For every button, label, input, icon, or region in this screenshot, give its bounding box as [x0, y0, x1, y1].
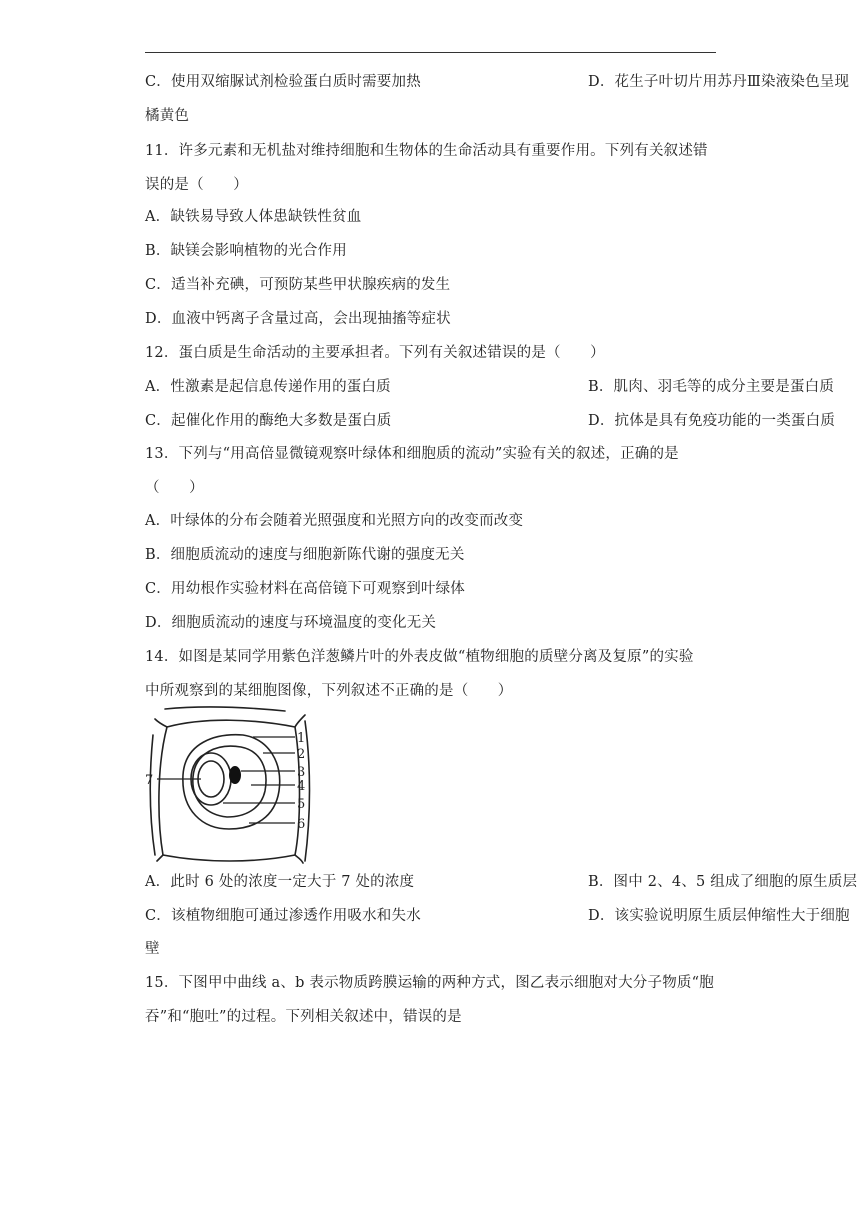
figure-label-4: 4	[297, 779, 306, 794]
q13-option-b: B．细胞质流动的速度与细胞新陈代谢的强度无关	[145, 547, 465, 563]
option-c: C．使用双缩脲试剂检验蛋白质时需要加热	[145, 74, 421, 90]
figure-label-7: 7	[145, 773, 154, 788]
question-11-stem: 11．许多元素和无机盐对维持细胞和生物体的生命活动具有重要作用。下列有关叙述错	[145, 143, 708, 159]
q14-option-d: D．该实验说明原生质层伸缩性大于细胞	[588, 908, 850, 924]
question-13-stem-cont: （ ）	[145, 480, 204, 496]
header-rule	[145, 52, 716, 53]
plant-cell-figure	[145, 705, 325, 865]
q13-option-c: C．用幼根作实验材料在高倍镜下可观察到叶绿体	[145, 581, 465, 597]
question-14-stem-cont: 中所观察到的某细胞图像，下列叙述不正确的是（ ）	[145, 683, 513, 699]
q11-option-c: C．适当补充碘，可预防某些甲状腺疾病的发生	[145, 277, 451, 293]
nucleolus	[229, 766, 241, 784]
question-15-stem: 15．下图甲中曲线 a、b 表示物质跨膜运输的两种方式，图乙表示细胞对大分子物质“胞	[145, 975, 714, 991]
option-d: D．花生子叶切片用苏丹Ⅲ染液染色呈现	[588, 74, 850, 90]
q13-option-d: D．细胞质流动的速度与环境温度的变化无关	[145, 615, 437, 631]
q11-option-a: A．缺铁易导致人体患缺铁性贫血	[145, 209, 362, 225]
q12-options-cd	[145, 411, 836, 431]
q12-options-ab	[145, 377, 835, 397]
q12-option-d: D．抗体是具有免疫功能的一类蛋白质	[588, 413, 836, 429]
figure-label-3: 3	[297, 765, 306, 780]
vacuole-membrane	[193, 746, 266, 817]
q12-option-c: C．起催化作用的酶绝大多数是蛋白质	[145, 413, 392, 429]
figure-label-5: 5	[297, 797, 306, 812]
text-line: 橘黄色	[145, 108, 190, 124]
q11-option-b: B．缺镁会影响植物的光合作用	[145, 243, 347, 259]
q11-option-d: D．血液中钙离子含量过高，会出现抽搐等症状	[145, 311, 451, 327]
question-11-stem-cont: 误的是（ ）	[145, 177, 248, 193]
q14-option-b: B．图中 2、4、5 组成了细胞的原生质层	[588, 874, 858, 890]
option-line	[145, 72, 850, 92]
question-12-stem: 12．蛋白质是生命活动的主要承担者。下列有关叙述错误的是（ ）	[145, 345, 605, 361]
question-13-stem: 13．下列与“用高倍显微镜观察叶绿体和细胞质的流动”实验有关的叙述，正确的是	[145, 446, 679, 462]
q12-option-b: B．肌肉、羽毛等的成分主要是蛋白质	[588, 379, 835, 395]
figure-label-6: 6	[297, 817, 306, 832]
question-15-stem-cont: 吞”和“胞吐”的过程。下列相关叙述中，错误的是	[145, 1009, 462, 1025]
nucleus-inner	[198, 761, 224, 797]
q12-option-a: A．性激素是起信息传递作用的蛋白质	[145, 379, 391, 395]
cell-wall-outer	[150, 707, 309, 861]
q14-options-cd	[145, 906, 850, 926]
question-14-stem: 14．如图是某同学用紫色洋葱鳞片叶的外表皮做“植物细胞的质壁分离及复原”的实验	[145, 649, 694, 665]
q14-options-ab	[145, 872, 858, 892]
figure-label-2: 2	[297, 747, 306, 762]
q13-option-a: A．叶绿体的分布会随着光照强度和光照方向的改变而改变	[145, 513, 524, 529]
text-line: 壁	[145, 941, 160, 957]
q14-option-a: A．此时 6 处的浓度一定大于 7 处的浓度	[145, 874, 415, 890]
q14-option-c: C．该植物细胞可通过渗透作用吸水和失水	[145, 908, 421, 924]
figure-label-1: 1	[297, 731, 306, 746]
